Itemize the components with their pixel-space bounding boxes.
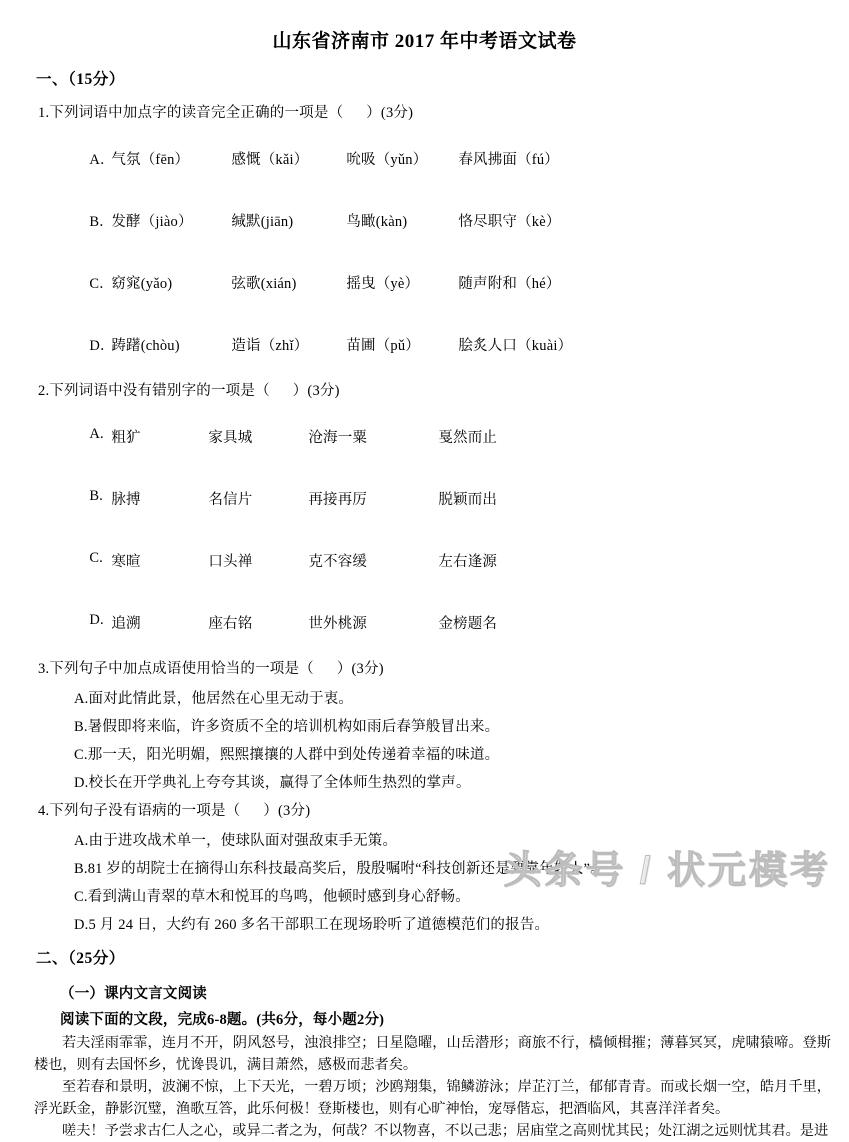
question-1-option-d[interactable] xyxy=(0,310,849,372)
option-label: A. xyxy=(74,691,89,707)
option-cell-1: 追溯 xyxy=(111,616,141,632)
option-cell-1: 发酵（jiào） xyxy=(111,214,193,230)
question-2-option-c[interactable] xyxy=(0,526,849,588)
option-text: 校长在开学典礼上夸夸其谈，赢得了全体师生热烈的掌声。 xyxy=(88,775,471,791)
option-label: A． xyxy=(89,152,115,168)
option-text: 81 岁的胡院士在摘得山东科技最高奖后，殷殷嘱咐“科技创新还是要靠年轻人”。 xyxy=(87,861,605,877)
option-cell-4: 戛然而止 xyxy=(438,430,498,446)
question-4-option-b[interactable] xyxy=(0,850,849,878)
option-cell-3: 再接再厉 xyxy=(308,492,368,508)
option-label: C． xyxy=(89,276,114,292)
option-cell-1: 气氛（fēn） xyxy=(111,152,190,168)
page-title: 山东省济南市 2017 年中考语文试卷 xyxy=(272,31,577,52)
question-1-stem: 1.下列词语中加点字的读音完全正确的一项是（ ）(3分) xyxy=(38,105,414,121)
option-label: B. xyxy=(89,488,104,504)
option-cell-3: 摇曳（yè） xyxy=(346,276,420,292)
question-3-option-d[interactable] xyxy=(0,764,849,792)
section-heading-1: 一、（15分） xyxy=(36,71,125,88)
option-cell-4: 脱颖而出 xyxy=(438,492,498,508)
section-heading-2: 二、（25分） xyxy=(36,950,125,967)
passage-paragraph-1: 若夫淫雨霏霏，连月不开，阴风怒号，浊浪排空；日星隐曜，山岳潜形；商旅不行，樯倾楫摧；薄暮冥冥，虎啸猿啼。登斯楼也，则有去国怀乡，忧谗畏讥，满目萧然，感极而悲者矣。 xyxy=(34,1035,831,1073)
option-cell-2: 家具城 xyxy=(208,430,253,446)
option-label: D． xyxy=(89,338,115,354)
option-label: D. xyxy=(89,612,104,628)
option-cell-4: 脍炙人口（kuài） xyxy=(458,338,573,354)
option-cell-2: 名信片 xyxy=(208,492,253,508)
option-label: D. xyxy=(74,775,89,791)
question-4-option-c[interactable] xyxy=(0,878,849,906)
option-label: C. xyxy=(74,747,88,763)
option-cell-2: 感慨（kǎi） xyxy=(231,152,309,168)
passage-paragraph-2: 至若春和景明，波澜不惊，上下天光，一碧万顷；沙鸥翔集，锦鳞游泳；岸芷汀兰，郁郁青青。而或长烟一空，皓月千里，浮光跃金，静影沉璧，渔歌互答，此乐何极！登斯楼也，则有心旷神怡，宠辱偕忘，把酒临风，其喜洋洋者矣。 xyxy=(34,1079,831,1117)
option-text: 那一天，阳光明媚，熙熙攘攘的人群中到处传递着幸福的味道。 xyxy=(87,747,500,763)
option-label: A. xyxy=(89,426,104,442)
option-cell-1: 脉搏 xyxy=(111,492,141,508)
question-2-option-d[interactable] xyxy=(0,588,849,650)
question-4-stem: 4.下列句子没有语病的一项是（ ）(3分) xyxy=(38,803,311,819)
option-cell-2: 座右铭 xyxy=(208,616,253,632)
option-label: C. xyxy=(89,550,104,566)
option-text: 5 月 24 日，大约有 260 多名干部职工在现场聆听了道德模范们的报告。 xyxy=(88,917,550,933)
question-3-option-c[interactable] xyxy=(0,736,849,764)
question-3-option-a[interactable] xyxy=(0,680,849,708)
question-1-option-b[interactable] xyxy=(0,186,849,248)
option-label: D. xyxy=(74,917,89,933)
option-label: B． xyxy=(89,214,114,230)
option-label: B. xyxy=(74,861,88,877)
question-4-option-d[interactable] xyxy=(0,906,849,934)
question-2-option-a[interactable] xyxy=(0,402,849,464)
option-cell-3: 世外桃源 xyxy=(308,616,368,632)
option-cell-2: 弦歌(xián) xyxy=(231,276,297,292)
option-cell-4: 春风拂面（fú） xyxy=(458,152,559,168)
option-text: 面对此情此景，他居然在心里无动于衷。 xyxy=(88,691,354,707)
option-cell-3: 吮吸（yǔn） xyxy=(346,152,428,168)
question-3-stem: 3.下列句子中加点成语使用恰当的一项是（ ）(3分) xyxy=(38,661,384,677)
option-cell-3: 苗圃（pǔ） xyxy=(346,338,421,354)
option-text: 由于进攻战术单一，使球队面对强敌束手无策。 xyxy=(88,833,398,849)
option-text: 暑假即将来临，许多资质不全的培训机构如雨后春笋般冒出来。 xyxy=(87,719,500,735)
question-3-option-b[interactable] xyxy=(0,708,849,736)
option-cell-3: 鸟瞰(kàn) xyxy=(346,214,408,230)
option-cell-2: 造诣（zhǐ） xyxy=(231,338,309,354)
option-cell-4: 恪尽职守（kè） xyxy=(458,214,561,230)
option-cell-4: 随声附和（hé） xyxy=(458,276,561,292)
option-cell-1: 寒暄 xyxy=(111,554,141,570)
question-2-stem: 2.下列词语中没有错别字的一项是（ ）(3分) xyxy=(38,383,340,399)
option-cell-1: 踌躇(chòu) xyxy=(111,338,180,354)
option-cell-3: 沧海一粟 xyxy=(308,430,368,446)
option-label: C. xyxy=(74,889,88,905)
reading-sub-heading: （一）课内文言文阅读 xyxy=(60,986,207,1002)
option-label: B. xyxy=(74,719,88,735)
option-cell-2: 缄默(jiān) xyxy=(231,214,294,230)
option-cell-1: 粗犷 xyxy=(111,430,141,446)
option-cell-1: 窈窕(yǎo) xyxy=(111,276,173,292)
option-cell-2: 口头禅 xyxy=(208,554,253,570)
option-label: A. xyxy=(74,833,89,849)
reading-instruction: 阅读下面的文段，完成6-8题。(共6分，每小题2分) xyxy=(60,1012,385,1028)
option-text: 看到满山青翠的草木和悦耳的鸟鸣，他顿时感到身心舒畅。 xyxy=(87,889,470,905)
question-4-option-a[interactable] xyxy=(0,822,849,850)
option-cell-3: 克不容缓 xyxy=(308,554,368,570)
option-cell-4: 金榜题名 xyxy=(438,616,498,632)
question-1-option-a[interactable] xyxy=(0,124,849,186)
watermark: 头条号 / 状元模考 xyxy=(503,850,831,892)
option-cell-4: 左右逢源 xyxy=(438,554,498,570)
question-1-option-c[interactable] xyxy=(0,248,849,310)
question-2-option-b[interactable] xyxy=(0,464,849,526)
passage-paragraph-3: 嗟夫！予尝求古仁人之心，或异二者之为，何哉？不以物喜，不以己悲；居庙堂之高则忧其民；处江湖之远则忧其君。是进 xyxy=(62,1123,829,1139)
